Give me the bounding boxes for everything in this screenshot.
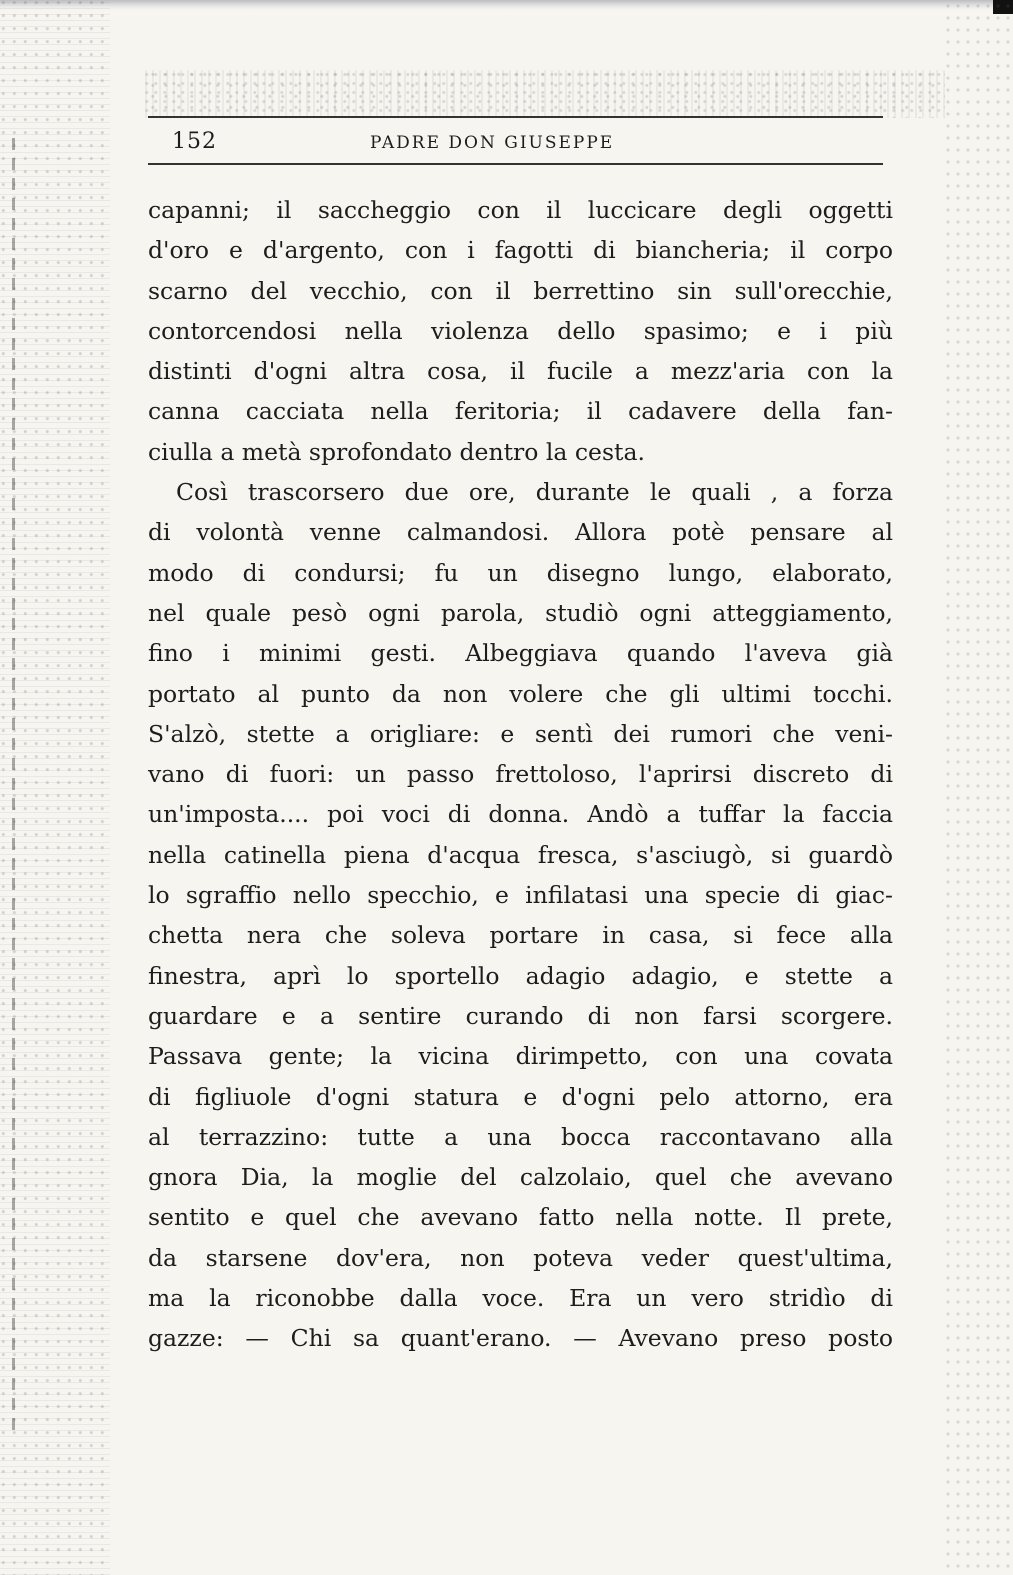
text-line: Così trascorsero due ore, durante le quali , a forza bbox=[176, 478, 893, 507]
text-line: capanni; il saccheggio con il luccicare degli oggetti bbox=[148, 196, 893, 224]
text-line: Passava gente; la vicina dirimpetto, con una covata bbox=[148, 1042, 893, 1071]
text-line: da starsene dov'era, non poteva veder quest'ultima, bbox=[148, 1243, 893, 1272]
text-line: un'imposta.... poi voci di donna. Andò a tuffar la faccia bbox=[148, 800, 893, 829]
text-line: guardare e a sentire curando di non farsi scorgere. bbox=[148, 1001, 893, 1030]
running-head bbox=[148, 127, 883, 163]
left-margin-shadow bbox=[0, 0, 110, 1575]
text-line: di figliuole d'ogni statura e d'ogni pelo attorno, era bbox=[148, 1082, 893, 1111]
text-line: nella catinella piena d'acqua fresca, s'asciugò, si guardò bbox=[148, 840, 893, 869]
text-line: ma la riconobbe dalla voce. Era un vero stridìo di bbox=[148, 1284, 893, 1313]
text-line: lo sgraffio nello specchio, e infilatasi una specie di giac- bbox=[148, 881, 893, 910]
text-line: scarno del vecchio, con il berrettino sin sull'orecchie, bbox=[148, 276, 893, 305]
text-line: nel quale pesò ogni parola, studiò ogni atteggiamento, bbox=[148, 598, 893, 627]
scan-edge bbox=[0, 0, 1013, 10]
text-line: d'oro e d'argento, con i fagotti di biancheria; il corpo bbox=[148, 236, 893, 265]
header-rule-top bbox=[148, 116, 883, 118]
text-line: S'alzò, stette a origliare: e sentì dei rumori che veni- bbox=[148, 719, 893, 748]
text-line: vano di fuori: un passo frettoloso, l'aprirsi discreto di bbox=[148, 760, 893, 789]
text-line: ciulla a metà sprofondato dentro la cesta. bbox=[148, 437, 645, 466]
text-line: canna cacciata nella feritoria; il cadavere della fan- bbox=[148, 397, 893, 426]
text-line: di volontà venne calmandosi. Allora potè pensare al bbox=[148, 518, 893, 547]
text-line: gnora Dia, la moglie del calzolaio, quel che avevano bbox=[148, 1163, 893, 1192]
right-margin-shadow bbox=[943, 0, 1013, 1575]
text-line: contorcendosi nella violenza dello spasimo; e i più bbox=[148, 316, 893, 345]
text-line: al terrazzino: tutte a una bocca raccontavano alla bbox=[148, 1122, 893, 1151]
running-title: PADRE DON GIUSEPPE bbox=[370, 133, 615, 153]
text-line: sentito e quel che avevano fatto nella notte. Il prete, bbox=[148, 1203, 893, 1232]
header-ornament bbox=[145, 70, 945, 118]
body-text bbox=[148, 190, 893, 1359]
text-line: fino i minimi gesti. Albeggiava quando l'aveva già bbox=[148, 639, 893, 668]
text-line: distinti d'ogni altra cosa, il fucile a mezz'aria con la bbox=[148, 357, 893, 386]
text-line: gazze: — Chi sa quant'erano. — Avevano preso posto bbox=[148, 1324, 893, 1353]
text-line: chetta nera che soleva portare in casa, si fece alla bbox=[148, 921, 893, 950]
page-number: 152 bbox=[172, 129, 217, 154]
text-line: modo di condursi; fu un disegno lungo, elaborato, bbox=[148, 558, 893, 587]
text-line: portato al punto da non volere che gli ultimi tocchi. bbox=[148, 679, 893, 708]
header-rule-bottom bbox=[148, 163, 883, 165]
text-line: finestra, aprì lo sportello adagio adagio, e stette a bbox=[148, 961, 893, 990]
